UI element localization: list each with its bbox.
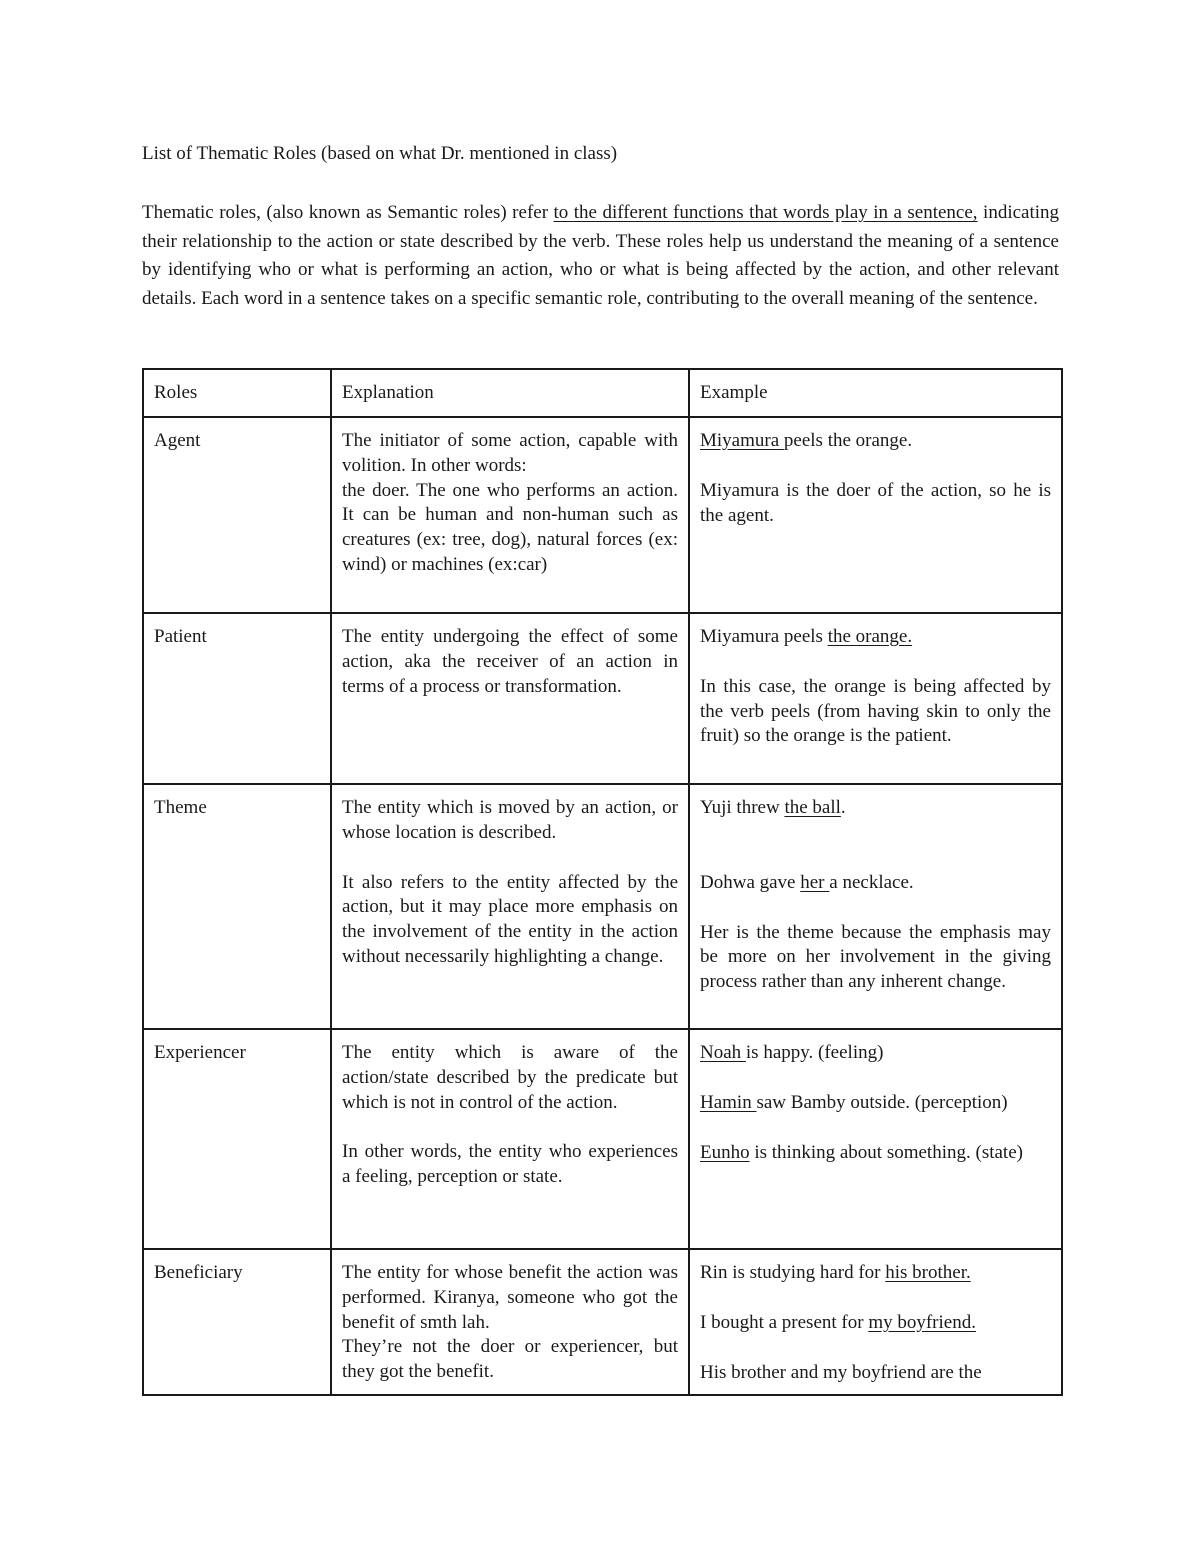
- underlined-role-word: Miyamura: [700, 430, 784, 451]
- intro-text-1: Thematic roles, (also known as Semantic roles) refer: [142, 202, 554, 223]
- role-cell: Agent: [143, 417, 331, 613]
- underlined-role-word: Hamin: [700, 1091, 757, 1113]
- table-row-agent: [143, 417, 1062, 613]
- example-text: a necklace.: [829, 871, 914, 893]
- example-text: .: [840, 797, 846, 818]
- example-text: Yuji threw: [700, 797, 785, 818]
- role-cell: Experiencer: [143, 1029, 331, 1249]
- explanation-cell: [331, 784, 689, 1029]
- example-sentence: [700, 1041, 1051, 1066]
- example-cell: [689, 784, 1062, 1029]
- example-text: Dohwa gave: [700, 871, 801, 893]
- explanation-cell: [331, 417, 689, 613]
- document-title: List of Thematic Roles (based on what Dr. mentioned in class): [142, 143, 618, 164]
- header-example: Example: [689, 369, 1062, 417]
- role-cell: Beneficiary: [143, 1249, 331, 1395]
- example-sentence: [700, 871, 1051, 896]
- underlined-role-word: the ball: [784, 797, 841, 818]
- underlined-role-word: Noah: [700, 1042, 746, 1063]
- explanation-cell: [331, 1029, 689, 1249]
- explanation-text: They’re not the doer or experiencer, but they got the benefit.: [342, 1336, 678, 1383]
- role-cell: Patient: [143, 613, 331, 784]
- example-cell: [689, 613, 1062, 784]
- example-note: In this case, the orange is being affected by the verb peels (from having skin to only the fruit) so the orange is the patient.: [700, 675, 1051, 747]
- intro-underlined-definition: to the different functions that words play in a sentence,: [553, 202, 978, 223]
- example-cell: [689, 1029, 1062, 1249]
- explanation-text: In other words, the entity who experiences a feeling, perception or state.: [342, 1141, 678, 1188]
- example-sentence: [700, 1311, 1051, 1336]
- example-text: Rin is studying hard for: [700, 1262, 886, 1283]
- explanation-text: The entity for whose benefit the action was performed. Kiranya, someone who got the benefit of smth lah.: [342, 1262, 678, 1333]
- underlined-role-word: my boyfriend.: [868, 1311, 976, 1333]
- thematic-roles-table: [142, 368, 1063, 1396]
- example-cell: [689, 1249, 1062, 1395]
- underlined-role-word: her: [800, 871, 830, 893]
- example-text: is happy. (feeling): [745, 1042, 884, 1063]
- explanation-text: It also refers to the entity affected by the action, but it may place more emphasis on the involvement of the entity in the action without necessarily highlighting a change.: [342, 871, 678, 967]
- example-sentence: [700, 429, 1051, 454]
- intro-text-2: indicating their relationship to the action or state described by the verb. These roles help us understand the meaning of a sentence by identifying who or what is performing an action, who or what is being affected by the action, and other relevant details. Each word in a sentence takes on a specific semantic role, contributing to the overall meaning of the sentence.: [142, 202, 1060, 309]
- example-text: peels the orange.: [783, 430, 913, 451]
- example-note: His brother and my boyfriend are the: [700, 1361, 982, 1383]
- example-sentence: [700, 625, 1051, 650]
- underlined-role-word: his brother.: [885, 1262, 971, 1283]
- underlined-role-word: Eunho: [700, 1141, 750, 1163]
- table-row-beneficiary: [143, 1249, 1062, 1395]
- example-sentence: [700, 796, 1051, 821]
- example-sentence: [700, 1091, 1051, 1116]
- table-header-row: [143, 369, 1062, 417]
- table-row-theme: [143, 784, 1062, 1029]
- example-text: saw Bamby outside. (perception): [756, 1091, 1008, 1113]
- explanation-text: The entity which is moved by an action, or whose location is described.: [342, 797, 678, 843]
- table-row-patient: [143, 613, 1062, 784]
- header-explanation: Explanation: [331, 369, 689, 417]
- example-text: I bought a present for: [700, 1311, 869, 1333]
- explanation-text: The entity which is aware of the action/state described by the predicate but which is not in control of the action.: [342, 1042, 678, 1113]
- explanation-text: The initiator of some action, capable with volition. In other words:: [342, 430, 678, 476]
- intro-paragraph: [142, 199, 1059, 313]
- explanation-text: The entity undergoing the effect of some action, aka the receiver of an action in terms of a process or transformation.: [342, 626, 678, 697]
- explanation-cell: [331, 613, 689, 784]
- example-sentence: [700, 1261, 1051, 1286]
- underlined-role-word: the orange.: [827, 626, 913, 647]
- role-cell: Theme: [143, 784, 331, 1029]
- explanation-cell: [331, 1249, 689, 1395]
- example-cell: [689, 417, 1062, 613]
- header-roles: Roles: [143, 369, 331, 417]
- example-note: Miyamura is the doer of the action, so he is the agent.: [700, 479, 1051, 526]
- example-sentence: [700, 1141, 1051, 1166]
- example-text: is thinking about something. (state): [749, 1141, 1023, 1163]
- explanation-text: the doer. The one who performs an action. It can be human and non-human such as creatures (ex: tree, dog), natural forces (ex: wind) or machines (ex:car): [342, 479, 678, 575]
- table-row-experiencer: [143, 1029, 1062, 1249]
- example-note: Her is the theme because the emphasis may be more on her involvement in the giving process rather than any inherent change.: [700, 921, 1051, 993]
- example-text: Miyamura peels: [700, 626, 828, 647]
